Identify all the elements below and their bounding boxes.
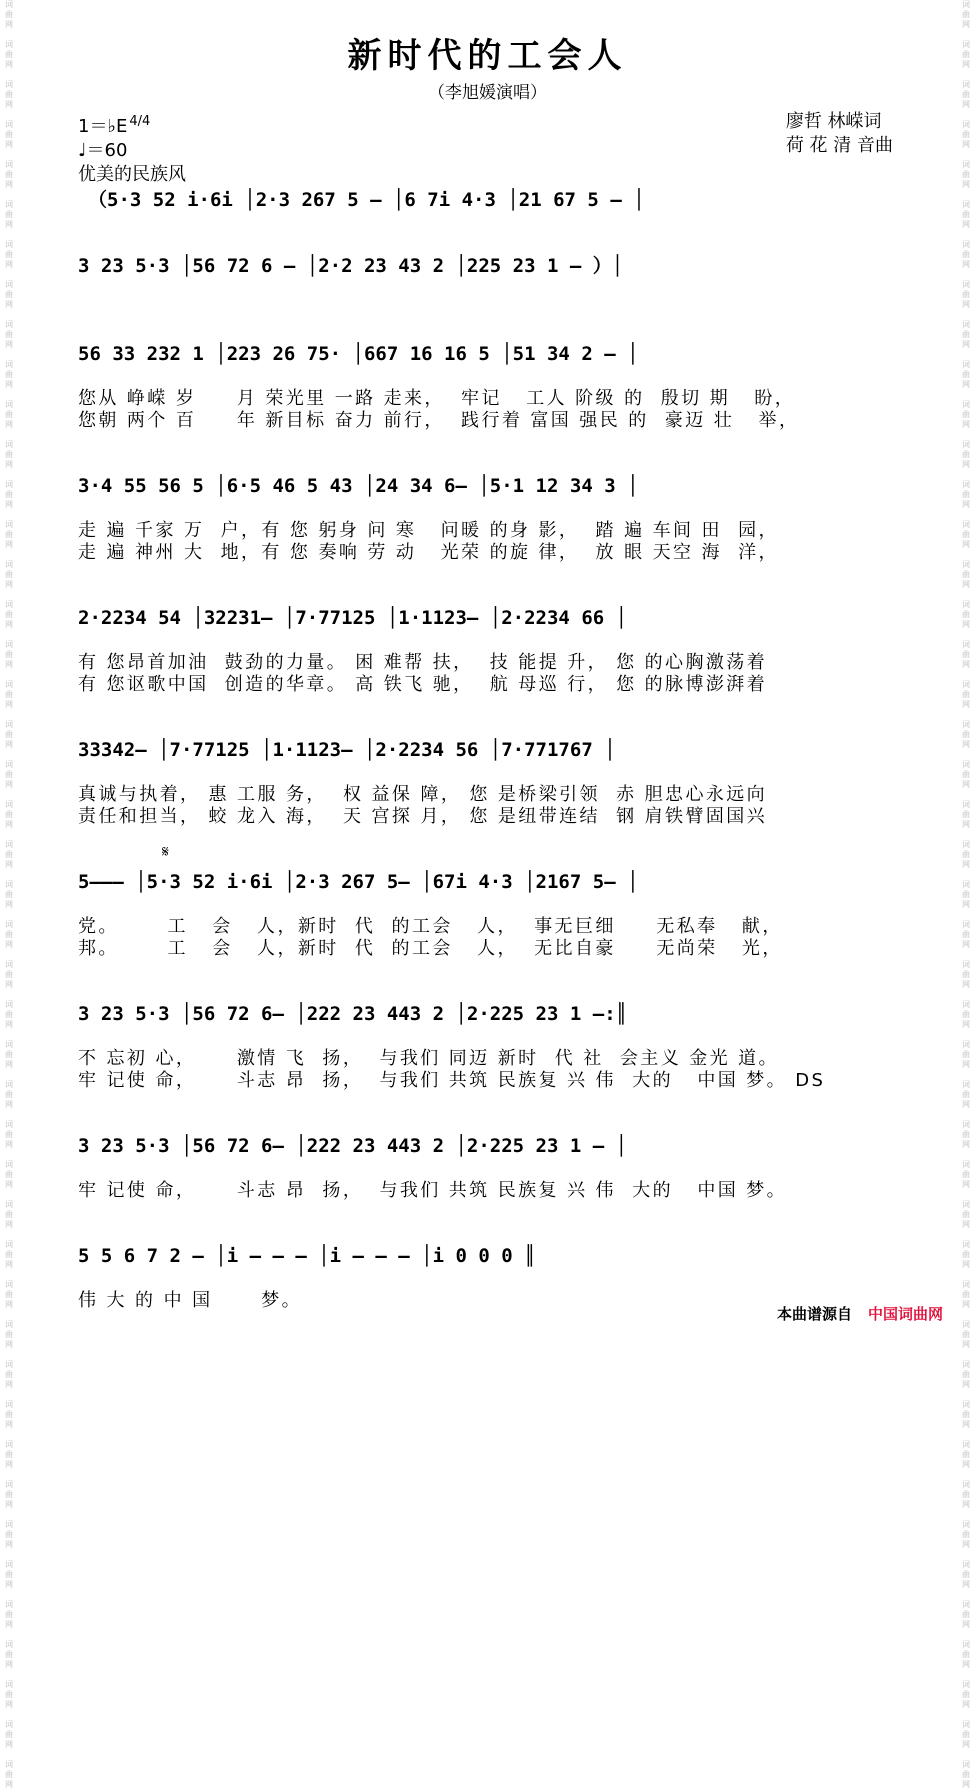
segno-sign: 𝄋 bbox=[162, 842, 169, 861]
lyric-verse-1: 党。 工 会 人，新时 代 的工会 人， 事无巨细 无私奉 献， bbox=[78, 916, 783, 937]
notation-text: 56 33 232 1 │223 26 75· │667 16 16 5 │51 34 2 — │ bbox=[78, 343, 639, 365]
time-signature: 4/4 bbox=[129, 114, 151, 129]
lyric-verse-2: 邦。 工 会 人，新时 代 的工会 人， 无比自豪 无尚荣 光， bbox=[78, 938, 783, 959]
credits bbox=[786, 110, 893, 158]
lyricist-credit: 廖哲 林嵘词 bbox=[785, 111, 882, 132]
performer: （李旭媛演唱） bbox=[428, 83, 547, 103]
source-label: 本曲谱源自 bbox=[776, 1305, 852, 1323]
lyric-verse-1: 有 您昂首加油 鼓劲的力量。 困 难帮 扶， 技 能提 升， 您 的心胸激荡着 bbox=[78, 652, 768, 673]
notation-line bbox=[74, 468, 904, 508]
notation-line bbox=[74, 1128, 904, 1168]
key-signature: 1＝♭E bbox=[78, 116, 128, 137]
lyric-verse-1: 真诚与执着， 惠 工服 务， 权 益保 障， 您 是桥梁引领 赤 胆忠心永远向 bbox=[78, 784, 768, 805]
notation-text: 2·2234 54 │32231— │7·77125 │1·1123— │2·2234 66 │ bbox=[78, 607, 628, 629]
watermark-right: 词 曲 网 词 曲 网 词 曲 网 词 曲 网 词 曲 网 词 曲 网 词 曲 网 词 曲 网 词 曲 网 词 曲 网 词 曲 网 词 曲 网 词 曲 网 词 曲 网 词 曲 网 词 曲 网 词 曲 网 词 曲 网 词 曲 网 词 曲 网 词 曲 网 词 曲 网 词 曲 网 词 曲 网 词 曲 网 词 曲 网 词 曲 网 词 曲 网 词 曲 网 词 曲 网 词 曲 网 词 曲 网 词 曲 网 词 曲 网 词 曲 网 词 曲 网 词 曲 网 词 曲 网 词 曲 网 词 曲 网 词 曲 网 词 曲 网 词 曲 网 词 曲 网 词 曲 网 bbox=[962, 0, 970, 1789]
composer-credit: 荷 花 清 音曲 bbox=[785, 135, 893, 156]
tempo: ♩＝60 bbox=[78, 140, 128, 161]
notation-line bbox=[74, 1238, 904, 1278]
source-footer bbox=[777, 1303, 943, 1324]
notation-line bbox=[74, 732, 904, 772]
lyric-verse-1: 走 遍 千家 万 户，有 您 躬身 问 寒 问暖 的身 影， 踏 遍 车间 田 园， bbox=[78, 520, 779, 541]
lyric-verse-1: 牢 记使 命， 斗志 昂 扬， 与我们 共筑 民族复 兴 伟 大的 中国 梦。 bbox=[78, 1180, 788, 1201]
notation-text: 5——— │5·3 52 i·6i │2·3 267 5— │67i 4·3 │2167 5— │ bbox=[78, 871, 639, 893]
notation-text: 3 23 5·3 │56 72 6 — │2·2 23 43 2 │225 23 1 — ）│ bbox=[78, 255, 624, 277]
lyric-verse-1: 您从 峥嵘 岁 月 荣光里 一路 走来， 牢记 工人 阶级 的 殷切 期 盼， bbox=[78, 388, 796, 409]
style-marking: 优美的民族风 bbox=[78, 164, 186, 185]
song-title: 新时代的工会人 bbox=[347, 36, 628, 76]
notation-line bbox=[74, 864, 904, 904]
notation-line bbox=[74, 996, 904, 1036]
notation-text: 3·4 55 56 5 │6·5 46 5 43 │24 34 6— │5·1 12 34 3 │ bbox=[78, 475, 639, 497]
notation-text: 5 5 6 7 2 — │i — — — │i — — — │i 0 0 0 ║ bbox=[78, 1245, 536, 1267]
notation-line bbox=[74, 182, 904, 222]
lyric-verse-2: 您朝 两个 百 年 新目标 奋力 前行， 践行着 富国 强民 的 豪迈 壮 举， bbox=[78, 410, 800, 431]
notation-line bbox=[74, 248, 904, 288]
lyric-verse-1: 不 忘初 心， 激情 飞 扬， 与我们 同迈 新时 代 社 会主义 金光 道。 bbox=[78, 1048, 779, 1069]
score-header-left bbox=[78, 110, 186, 187]
watermark-left: 词 曲 网 词 曲 网 词 曲 网 词 曲 网 词 曲 网 词 曲 网 词 曲 网 词 曲 网 词 曲 网 词 曲 网 词 曲 网 词 曲 网 词 曲 网 词 曲 网 词 曲 网 词 曲 网 词 曲 网 词 曲 网 词 曲 网 词 曲 网 词 曲 网 词 曲 网 词 曲 网 词 曲 网 词 曲 网 词 曲 网 词 曲 网 词 曲 网 词 曲 网 词 曲 网 词 曲 网 词 曲 网 词 曲 网 词 曲 网 词 曲 网 词 曲 网 词 曲 网 词 曲 网 词 曲 网 词 曲 网 词 曲 网 词 曲 网 词 曲 网 词 曲 网 词 曲 网 bbox=[5, 0, 13, 1789]
notation-text: 33342— │7·77125 │1·1123— │2·2234 56 │7·771767 │ bbox=[78, 739, 616, 761]
lyric-verse-2: 有 您讴歌中国 创造的华章。 高 铁飞 驰， 航 母巡 行， 您 的脉博澎湃着 bbox=[78, 674, 768, 695]
notation-text: 3 23 5·3 │56 72 6— │222 23 443 2 │2·225 23 1 — │ bbox=[78, 1135, 628, 1157]
notation-text: （5·3 52 i·6i │2·3 267 5 — │6 7i 4·3 │21 67 5 — │ bbox=[88, 189, 645, 211]
lyric-verse-1: 伟 大 的 中 国 梦。 bbox=[78, 1290, 303, 1311]
notation-text: 3 23 5·3 │56 72 6— │222 23 443 2 │2·225 23 1 —:║ bbox=[78, 1003, 628, 1025]
lyric-verse-2: 牢 记使 命， 斗志 昂 扬， 与我们 共筑 民族复 兴 伟 大的 中国 梦。 DS bbox=[78, 1070, 826, 1091]
source-brand-link[interactable]: 中国词曲网 bbox=[867, 1305, 943, 1323]
notation-line bbox=[74, 600, 904, 640]
lyric-verse-2: 责任和担当， 蛟 龙入 海， 天 宫探 月， 您 是纽带连结 钢 肩铁臂固国兴 bbox=[78, 806, 768, 827]
notation-line bbox=[74, 336, 904, 376]
lyric-verse-2: 走 遍 神州 大 地，有 您 奏响 劳 动 光荣 的旋 律， 放 眼 天空 海 洋， bbox=[78, 542, 779, 563]
